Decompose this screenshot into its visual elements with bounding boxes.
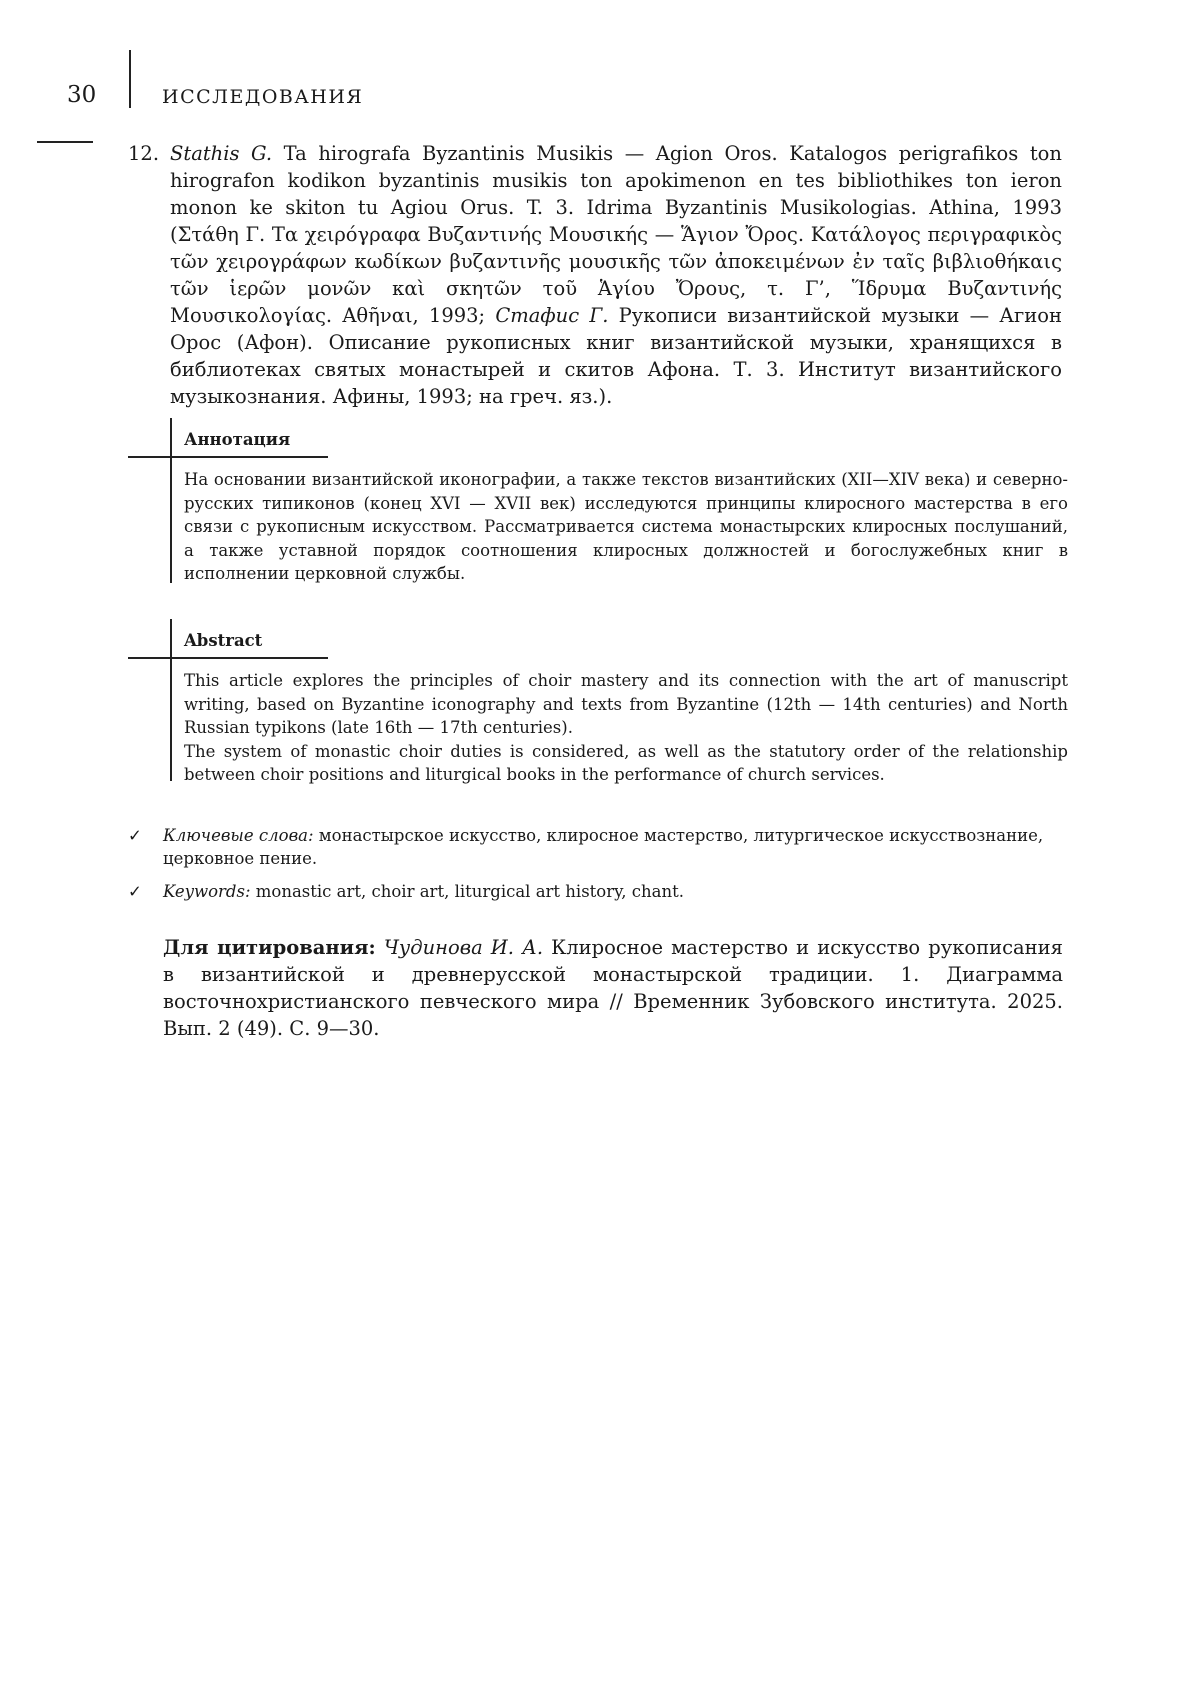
reference-author-russian: Стафис Г. (495, 304, 609, 327)
abstract-block (128, 619, 1068, 784)
reference-text (170, 140, 1062, 410)
abstract-vertical-rule (170, 619, 172, 781)
citation-label: Для цитирования: (163, 936, 376, 959)
keywords-english-label: Keywords: (163, 882, 251, 901)
keywords-english-text (163, 880, 1068, 903)
annotation-block (128, 418, 1068, 588)
keywords-english (128, 880, 1068, 906)
reference-body-russian: Рукописи византийской музыки — Агион Орос (Афон). Описание рукописных книг византийской музыки, хранящихся в библиотеках святых монастырей и скитов Афона. Т. 3. Институт византийского музыкознания. Афины, 1993; на греч. яз.). (170, 304, 1062, 408)
checkmark-icon: ✓ (128, 826, 142, 845)
abstract-heading: Abstract (184, 631, 263, 650)
annotation-vertical-rule (170, 418, 172, 583)
keywords-russian (128, 824, 1068, 872)
keywords-russian-label: Ключевые слова: (163, 826, 314, 845)
annotation-body (184, 468, 1068, 586)
reference-author-latin: Stathis G. (170, 142, 273, 165)
annotation-text: На основании византийской иконографии, а также текстов византийских (XII—XIV века) и севернорусских типиконов (конец XVI — XVII век) исследуются принципы клиросного мастерства в его связи с рукописным искусством. Рассматривается система монастырских клиросных послушаний, а также уставной порядок соотношения клиросных должностей и богослужебных книг в исполнении церковной службы. (184, 470, 1068, 583)
page-number: 30 (67, 82, 97, 108)
header-rule-horizontal (37, 141, 93, 143)
abstract-paragraph: This article explores the principles of choir mastery and its connection with the art of manuscript writing, based on Byzantine iconography and texts from Byzantine (12th — 14th centuries) and North Russian typikons (late 16th — 17th centuries). (184, 671, 1068, 737)
section-title: ИССЛЕДОВАНИЯ (162, 86, 364, 108)
reference-number: 12. (128, 142, 160, 165)
reference-body-latin: Ta hirografa Byzantinis Musikis — Agion Oros. Katalogos perigrafikos ton hirografon kodikon byzantinis musikis ton apokimenon en tes bibliothikes ton ieron monon ke skiton tu Agiou Orus. T. 3. Idrima Byzantinis Musikologias. Athina, 1993 (Στάθη Γ. Τα χειρόγραφα Βυζαντινής Μουσικής — Ἅγιον Ὄρος. Κατάλογος περιγραφικὸς τῶν χειρογράφων κωδίκων βυζαντινῆς μουσικῆς τῶν ἀποκειμένων ἐν ταῖς βιβλιοθήκαις τῶν ἱερῶν μονῶν καὶ σκητῶν τοῦ Ἁγίου Ὄρους, τ. Γ’, Ἵδρυμα Βυζαντινής Μουσικολογίας. Αθῆναι, 1993; (170, 142, 1062, 327)
annotation-horizontal-rule (128, 456, 328, 458)
abstract-horizontal-rule (128, 657, 328, 659)
abstract-body (184, 669, 1068, 787)
keywords-russian-text (163, 824, 1068, 870)
citation-author: Чудинова И. А. (383, 936, 544, 959)
checkmark-icon: ✓ (128, 882, 142, 901)
header-divider-vertical (129, 50, 131, 108)
citation (163, 934, 1063, 1042)
citation-text: Клиросное мастерство и искусство рукописания в византийской и древнерусской монастырской традиции. 1. Диаграмма восточнохристианского певческого мира // Временник Зубовского института. 2025. Вып. 2 (49). С. 9—30. (163, 936, 1063, 1040)
abstract-paragraph: The system of monastic choir duties is considered, as well as the statutory order of the relationship between choir positions and liturgical books in the performance of church services. (184, 741, 1068, 784)
keywords-russian-value: монастырское искусство, клиросное мастерство, литургическое искусствознание, церковное пение. (163, 826, 1044, 868)
annotation-heading: Аннотация (184, 430, 291, 449)
keywords-english-value: monastic art, choir art, liturgical art history, chant. (250, 882, 684, 901)
